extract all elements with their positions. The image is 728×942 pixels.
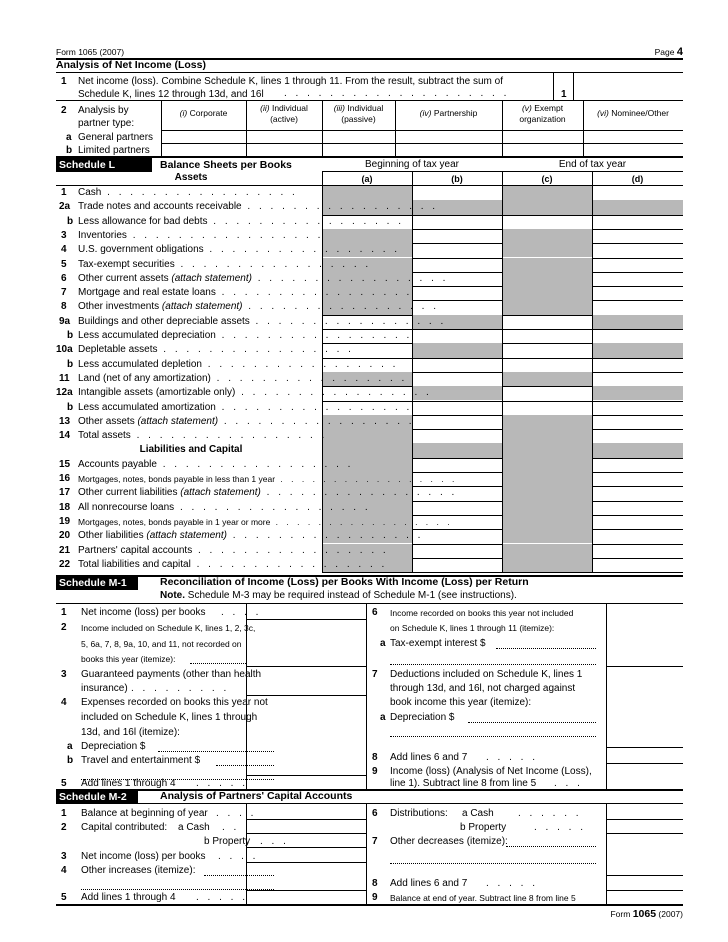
m1-line2b: 5, 6a, 7, 8, 9a, 10, and 11, not recorded on <box>81 639 242 649</box>
line-number: 4 <box>61 697 67 708</box>
m1-line6a: Income recorded on books this year not included <box>390 608 574 618</box>
line-number: 7 <box>372 669 378 680</box>
line-number: 7 <box>61 287 67 299</box>
schedule-l-line-label: Mortgages, notes, bonds payable in less than 1 year . . . . . . . . . . . . . . . . . <box>78 474 458 484</box>
m1-depreciation-7: Depreciation $ <box>390 712 455 723</box>
schedule-l-line-label: All nonrecourse loans . . . . . . . . . . . . . . . . . <box>78 501 371 513</box>
line-number: 2 <box>61 105 67 116</box>
partner-type-col-5: (v) Exempt organization <box>519 103 566 124</box>
m1-line4a: Expenses recorded on books this year not <box>81 697 268 708</box>
m1-line3a: Guaranteed payments (other than health <box>81 669 262 680</box>
schedule-m1-title: Reconciliation of Income (Loss) per Books With Income (Loss) per Return <box>160 576 529 588</box>
assets-heading: Assets <box>174 172 208 183</box>
line-number: 8 <box>61 301 67 313</box>
line-number: 8 <box>372 878 378 889</box>
m1-line9b: line 1). Subtract line 8 from line 5 <box>390 778 537 789</box>
m1-line2a: Income included on Schedule K, lines 1, 2, 3c, <box>81 623 256 633</box>
m1-line7b: through 13d, and 16l, not charged against <box>390 683 576 694</box>
partner-type-col-1: (i) Corporate <box>179 108 228 118</box>
m2-line9: Balance at end of year. Subtract line 8 from line 5 <box>390 893 576 903</box>
schedule-l-line-label: Less accumulated depreciation . . . . . . . . . . . . . . . . . <box>78 330 413 341</box>
m2-line6: Distributions: <box>390 808 448 819</box>
m1-line4b: included on Schedule K, lines 1 through <box>81 712 258 723</box>
schedule-m1-tag: Schedule M-1 <box>56 576 138 590</box>
line-number: b <box>67 215 74 227</box>
line-number: 20 <box>59 530 71 542</box>
m2-line4: Other increases (itemize): <box>81 865 196 876</box>
line-number: 12a <box>56 387 73 399</box>
liabilities-heading: Liabilities and Capital <box>139 444 243 456</box>
analysis-line1-text: Net income (loss). Combine Schedule K, lines 1 through 11. From the result, subtract the sum of <box>78 76 504 87</box>
schedule-l-line-label: Land (net of any amortization) . . . . . . . . . . . . . . . . . <box>78 372 408 384</box>
schedule-m2-tag: Schedule M-2 <box>56 790 138 804</box>
schedule-l-title: Balance Sheets per Books <box>160 159 292 171</box>
line-letter: a <box>380 638 386 649</box>
line-number: 8 <box>372 752 378 763</box>
m2-line7: Other decreases (itemize): <box>390 836 508 847</box>
partner-type-col-6: (vi) Nominee/Other <box>597 108 669 118</box>
m1-line5: Add lines 1 through 4 <box>81 778 176 789</box>
schedule-l-line-label: Buildings and other depreciable assets . . . . . . . . . . . . . . . . . <box>78 315 447 327</box>
schedule-l-line-label: Other current assets (attach statement) . . . . . . . . . . . . . . . . . <box>78 272 449 284</box>
page-number: Page 4 <box>654 46 683 58</box>
line-number: 5 <box>61 892 67 903</box>
line-letter: b <box>67 755 74 766</box>
schedule-l-line-label: Other assets (attach statement) . . . . . . . . . . . . . . . . . <box>78 415 415 427</box>
line-number: 2a <box>59 201 71 213</box>
line-number: 4 <box>61 865 67 876</box>
line-number: 9 <box>372 766 378 777</box>
line-number: 9a <box>59 315 71 327</box>
schedule-l-line-label: Mortgage and real estate loans . . . . . . . . . . . . . . . . . <box>78 287 413 299</box>
footer-form-id: Form 1065 (2007) <box>610 908 683 920</box>
m2-dist-cash: a Cash <box>462 808 494 819</box>
form-id-header: Form 1065 (2007) <box>56 47 125 57</box>
schedule-l-line-label: Cash . . . . . . . . . . . . . . . . . <box>78 187 298 198</box>
m2-property: b Property <box>204 836 251 847</box>
line-number: 3 <box>61 229 67 241</box>
schedule-l-line-label: Mortgages, notes, bonds payable in 1 year or more . . . . . . . . . . . . . . . . . <box>78 516 453 527</box>
line-number: b <box>67 401 74 413</box>
m1-depreciation: Depreciation $ <box>81 741 146 752</box>
partner-type-col-3: (iii) Individual (passive) <box>333 103 384 124</box>
general-partners-label: General partners <box>78 132 154 143</box>
line-number: 1 <box>61 607 67 618</box>
m1-line2c: books this year (itemize): <box>81 654 176 664</box>
col-header-a: (a) <box>361 174 373 184</box>
line-number: 1 <box>61 76 67 87</box>
line-number: 4 <box>61 244 67 256</box>
analysis-line1-text2: Schedule K, lines 12 through 13d, and 16l <box>78 89 264 100</box>
m1-tax-exempt: Tax-exempt interest $ <box>390 638 486 649</box>
line-number: 9 <box>372 892 378 903</box>
line-number: 6 <box>372 808 378 819</box>
line-number: 10a <box>56 344 73 356</box>
analysis-line2-text2: partner type: <box>78 118 135 129</box>
schedule-l-line-label: Inventories . . . . . . . . . . . . . . . . . <box>78 229 324 241</box>
schedule-m2-title: Analysis of Partners' Capital Accounts <box>160 790 353 802</box>
line-number: 3 <box>61 669 67 680</box>
partner-type-col-2: (ii) Individual (active) <box>260 103 308 124</box>
line-number: 5 <box>61 778 67 789</box>
line-box-label: 1 <box>561 89 567 100</box>
limited-partners-label: Limited partners <box>78 145 150 156</box>
schedule-l-line-label: Tax-exempt securities . . . . . . . . . . . . . . . . . <box>78 258 372 270</box>
line-number: 15 <box>59 458 71 470</box>
line-number: 18 <box>59 501 71 513</box>
line-number: 1 <box>61 808 67 819</box>
m1-note: Schedule M-3 may be required instead of Schedule M-1 (see instructions). <box>185 590 517 601</box>
schedule-l-line-label: Partners' capital accounts . . . . . . . . . . . . . . . . . <box>78 544 389 556</box>
schedule-l-line-label: Depletable assets . . . . . . . . . . . . . . . . . <box>78 344 354 356</box>
schedule-l-line-label: Trade notes and accounts receivable . . . . . . . . . . . . . . . . . <box>78 201 439 213</box>
col-header-b: (b) <box>451 174 463 184</box>
line-number: 19 <box>59 515 71 527</box>
line-number: 6 <box>61 272 67 284</box>
line-number: 3 <box>61 851 67 862</box>
m1-line8: Add lines 6 and 7 <box>390 752 468 763</box>
m2-line8: Add lines 6 and 7 <box>390 878 468 889</box>
m2-cash: a Cash <box>178 822 210 833</box>
partner-type-col-4: (iv) Partnership <box>419 108 478 118</box>
end-of-year-header: End of tax year <box>558 159 627 170</box>
schedule-l-tag: Schedule L <box>56 158 152 172</box>
col-header-d: (d) <box>631 174 644 184</box>
schedule-l-line-label: Other liabilities (attach statement) . . . . . . . . . . . . . . . . . <box>78 530 424 542</box>
m2-dist-property: b Property <box>460 822 507 833</box>
m1-line4c: 13d, and 16l (itemize): <box>81 727 180 738</box>
line-number: 14 <box>59 430 71 442</box>
schedule-l-line-label: Total liabilities and capital . . . . . . . . . . . . . . . . . <box>78 558 388 570</box>
line-number: b <box>67 358 74 370</box>
m1-line1: Net income (loss) per books <box>81 607 206 618</box>
line-number: 2 <box>61 622 67 633</box>
line-letter: a <box>67 741 73 752</box>
m1-line9a: Income (loss) (Analysis of Net Income (Loss), <box>390 766 592 777</box>
m1-line3b: insurance) <box>81 683 128 694</box>
line-number: 13 <box>59 415 71 427</box>
line-number: 17 <box>59 487 71 499</box>
note-label: Note. <box>160 590 185 601</box>
beginning-of-year-header: Beginning of tax year <box>365 159 459 170</box>
line-number: 21 <box>59 544 71 556</box>
line-letter: a <box>380 712 386 723</box>
schedule-l-line-label: U.S. government obligations . . . . . . . . . . . . . . . . . <box>78 244 401 256</box>
line-letter: a <box>66 132 72 143</box>
line-number: b <box>67 330 74 341</box>
m1-line7c: book income this year (itemize): <box>390 697 532 708</box>
line-number: 11 <box>59 372 70 384</box>
analysis-line2-text: Analysis by <box>78 105 129 116</box>
schedule-l-line-label: Intangible assets (amortizable only) . . . . . . . . . . . . . . . . . <box>78 387 432 399</box>
line-number: 6 <box>372 607 378 618</box>
m1-line7a: Deductions included on Schedule K, lines 1 <box>390 669 583 680</box>
m2-line5: Add lines 1 through 4 <box>81 892 176 903</box>
m2-line1: Balance at beginning of year <box>81 808 208 819</box>
m2-line2: Capital contributed: <box>81 822 168 833</box>
schedule-l-line-label: Less accumulated depletion . . . . . . . . . . . . . . . . . <box>78 358 399 370</box>
schedule-l-line-label: Accounts payable . . . . . . . . . . . . . . . . . <box>78 458 354 470</box>
line-letter: b <box>66 145 73 156</box>
m1-travel: Travel and entertainment $ <box>81 755 201 766</box>
line-number: 2 <box>61 822 67 833</box>
line-number: 16 <box>59 473 71 484</box>
schedule-l-line-label: Less allowance for bad debts . . . . . . . . . . . . . . . . . <box>78 215 404 227</box>
schedule-l-line-label: Less accumulated amortization . . . . . . . . . . . . . . . . . <box>78 401 413 413</box>
analysis-title: Analysis of Net Income (Loss) <box>56 59 206 71</box>
line-number: 22 <box>59 558 71 570</box>
schedule-l-line-label: Other investments (attach statement) . . . . . . . . . . . . . . . . . <box>78 301 439 313</box>
schedule-l-line-label: Total assets . . . . . . . . . . . . . . . . . <box>78 430 328 442</box>
line-number: 1 <box>61 187 67 198</box>
m2-line3: Net income (loss) per books <box>81 851 206 862</box>
line-number: 5 <box>61 258 67 270</box>
form-page: Form 1065 (2007) Page 4 Analysis of Net Income (Loss) 1 Net income (loss). Combine Schedule K, lines 1 through 11. From the result, subtract the sum of Schedule K, lines 12 through 13d, and 16l . . . . . . . . . . . . . . . . . . . . 1 2 Analysis by partner type: (i) Corporate (ii) Individual (active) (iii) Individual (passive) (iv) Partnership (v) Exempt organization (vi) Nominee/Other a General partners b Limited partners Schedule L Balance Sheets per Books Beginning of tax year End of tax year Assets (a) (b) (c) (d) 1 Cash . . . . . . . . . . . . . . . . . 2a Trade notes and accounts receivable . . . . . . . . . . . . . . . . . b Less allowance for bad debts . . . . . . . . . . . . . . . . . 3 Inventories . . . . . . . . . . . . . . . . . 4 U.S. government obligations . . . . . . . . . . . . . . . . . 5 Tax-exempt securities . . . . . . . . . . . . . . . . . 6 Other current assets (attach statement) . . . . . . . . . . . . . . . . . 7 Mortgage and real estate loans . . . . . . . . . . . . . . . . . 8 Other investments (attach statement) . . . . . . . . . . . . . . . . . 9a Buildings and other depreciable assets . . . . . . . . . . . . . . . . . b Less accumulated depreciation . . . . . . . . . . . . . . . . . 10a Depletable assets . . . . . . . . . . . . . . . . . b Less accumulated depletion . . . . . . . . . . . . . . . . . 11 Land (net of any amortization) . . . . . . . . . . . . . . . . . 12a Intangible assets (amortizable only) . . . . . . . . . . . . . . . . . b Less accumulated amortization . . . . . . . . . . . . . . . . . 13 Other assets (attach statement) . . . . . . . . . . . . . . . . . 14 Total assets . . . . . . . . . . . . . . . . . Liabilities and Capital 15 Accounts payable . . . . . . . . . . . . . . . . . 16 Mortgages, notes, bonds payable in less than 1 year . . . . . . . . . . . . . . . . . 17 Other current liabilities (attach statement) . . . . . . . . . . . . . . . . . 18 All nonrecourse loans . . . . . . . . . . . . . . . . . 19 Mortgages, notes, bonds payable in 1 year or more . . . . . . . . . . . . . . . . . 20 Other liabilities (attach statement) . . . . . . . . . . . . . . . . . 21 Partners' capital accounts . . . . . . . . . . . . . . . . . 22 Total liabilities and capital . . . . . . . . . . . . . . . . . Schedule M-1 Reconciliation of Income (Loss) per Books With Income (Loss) per Return Note. Schedule M-3 may be required instead of Schedule M-1 (see instructions). 1 Net income (loss) per books . . . . 2 Income included on Schedule K, lines 1, 2, 3c, 5, 6a, 7, 8, 9a, 10, and 11, not recorded on books this year (itemize): 3 Guaranteed payments (other than health insurance) . . . . . . . . . 4 Expenses recorded on books this year not included on Schedule K, lines 1 through 13d, and 16l (itemize): a Depreciation $ b Travel and entertainment $ 5 Add lines 1 through 4 . . . . . 6 Income recorded on books this year not included on Schedule K, lines 1 through 11 (itemize): a Tax-exempt interest $ 7 Deductions included on Schedule K, lines 1 through 13d, and 16l, not charged against book income this year (itemize): a Depreciation $ 8 Add lines 6 and 7 . . . . . 9 Income (loss) (Analysis of Net Income (Loss), line 1). Subtract line 8 from line 5 . . . Schedule M-2 Analysis of Partners' Capital Accounts 1 Balance at beginning of year . . . . 2 Capital contributed: a Cash . . . b Property . . . 3 Net income (loss) per books . . . . 4 Other increases (itemize): 5 Add lines 1 through 4 . . . . . 6 Distributions: a Cash . . . . . . b Property . . . . . 7 Other decreases (itemize): 8 Add lines 6 and 7 . . . . . 9 Balance at end of year. Subtract line 8 from line 5 Form 1065 (2007) <box>56 46 683 920</box>
m1-line6b: on Schedule K, lines 1 through 11 (itemize): <box>390 623 555 633</box>
col-header-c: (c) <box>541 174 553 184</box>
schedule-l-line-label: Other current liabilities (attach statement) . . . . . . . . . . . . . . . . . <box>78 487 458 499</box>
line-number: 7 <box>372 836 378 847</box>
